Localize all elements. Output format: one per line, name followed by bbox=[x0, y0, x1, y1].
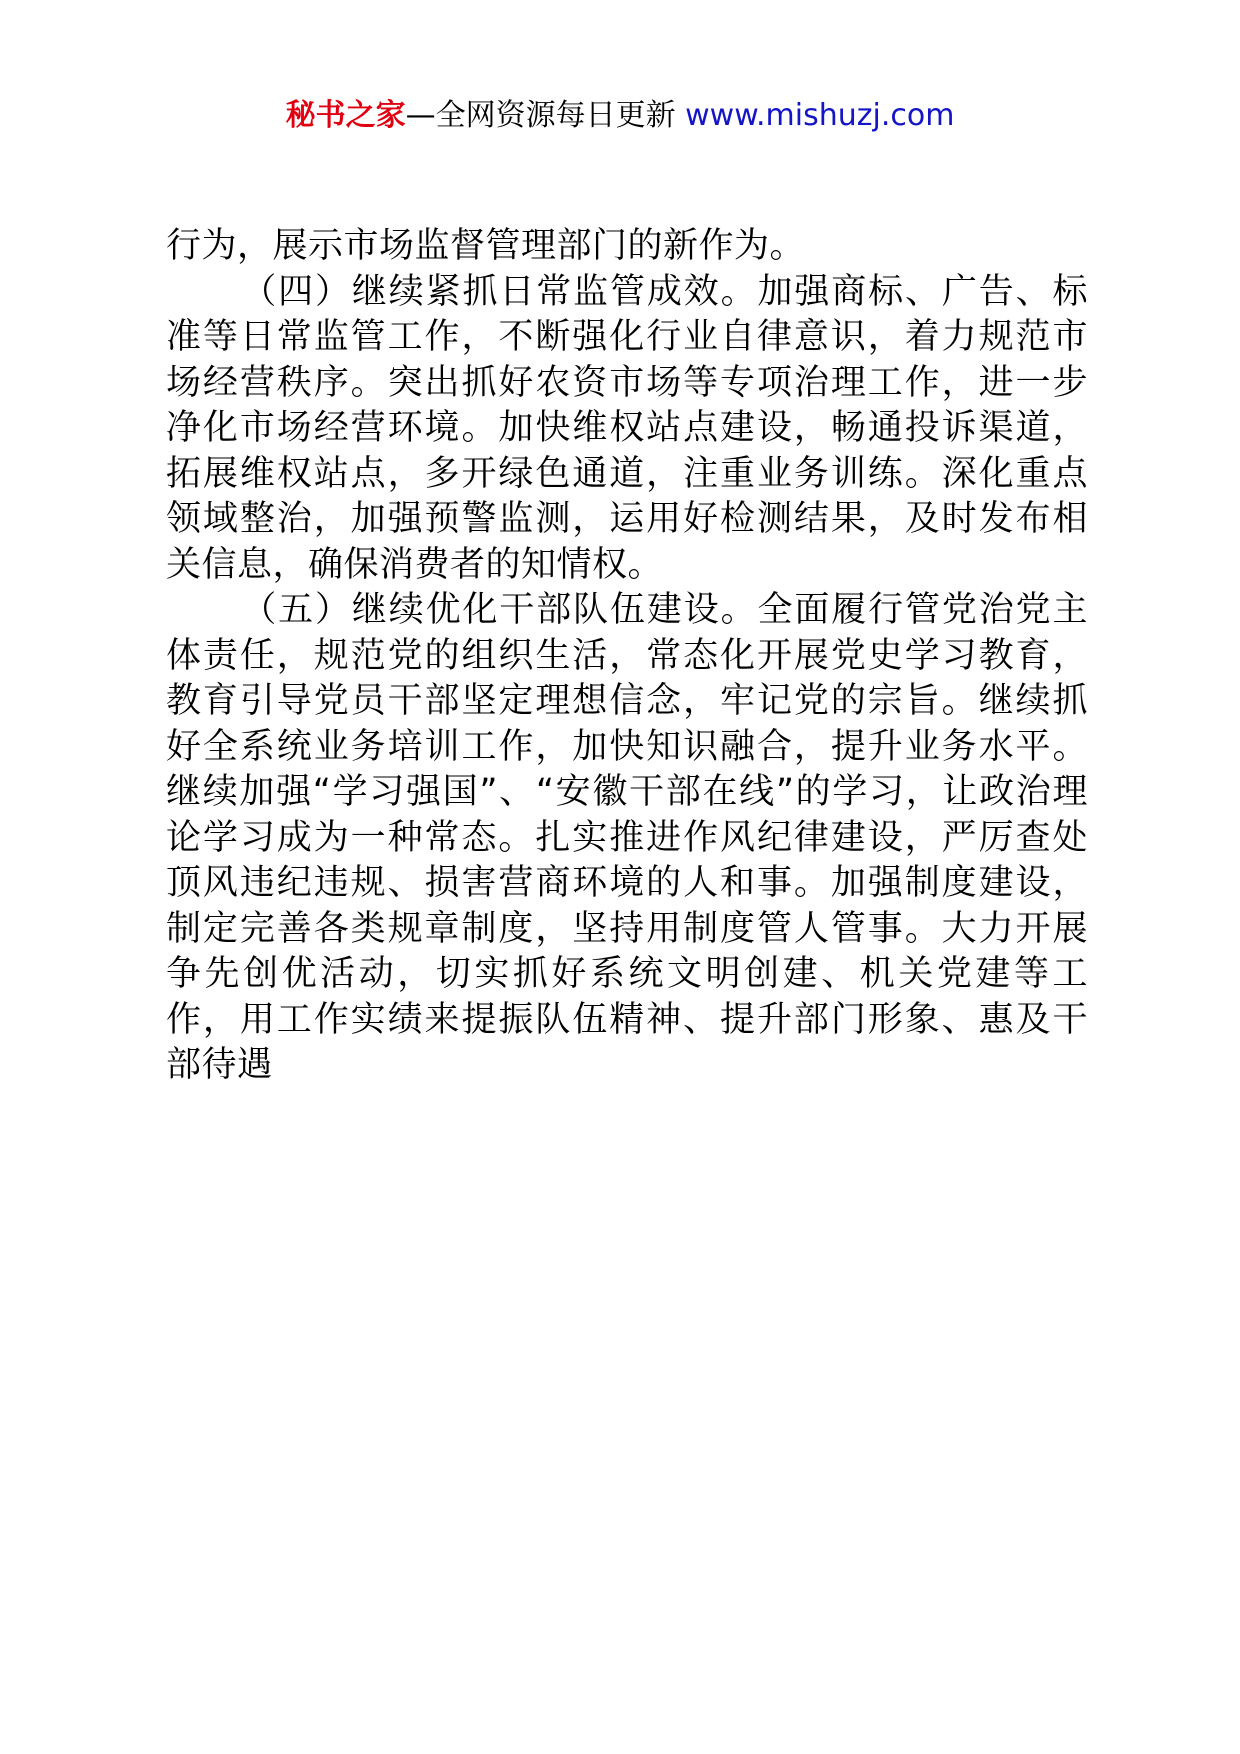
paragraph-section-four: （四）继续紧抓日常监管成效。加强商标、广告、标准等日常监管工作，不断强化行业自律意识，着力规范市场经营秩序。突出抓好农资市场等专项治理工作，进一步净化市场经营环境。加快维权站点建设，畅通投诉渠道，拓展维权站点，多开绿色通道，注重业务训练。深化重点领域整治，加强预警监测，运用好检测结果，及时发布相关信息，确保消费者的知情权。 bbox=[166, 271, 1088, 585]
site-url-link[interactable]: www.mishuzj.com bbox=[685, 98, 955, 133]
page-header bbox=[0, 96, 1240, 136]
paragraph-section-five: （五）继续优化干部队伍建设。全面履行管党治党主体责任，规范党的组织生活，常态化开展党史学习教育，教育引导党员干部坚定理想信念，牢记党的宗旨。继续抓好全系统业务培训工作，加快知识融合，提升业务水平。继续加强“学习强国”、“安徽干部在线”的学习，让政治理论学习成为一种常态。扎实推进作风纪律建设，严厉查处顶风违纪违规、损害营商环境的人和事。加强制度建设，制定完善各类规章制度，坚持用制度管人管事。大力开展争先创优活动，切实抓好系统文明创建、机关党建等工作，用工作实绩来提振队伍精神、提升部门形象、惠及干部待遇 bbox=[166, 590, 1088, 1085]
site-brand: 秘书之家 bbox=[285, 98, 406, 133]
document-body bbox=[166, 224, 1088, 1089]
site-tagline: —全网资源每日更新 bbox=[405, 98, 676, 133]
paragraph-continuation: 行为，展示市场监督管理部门的新作为。 bbox=[166, 226, 806, 266]
